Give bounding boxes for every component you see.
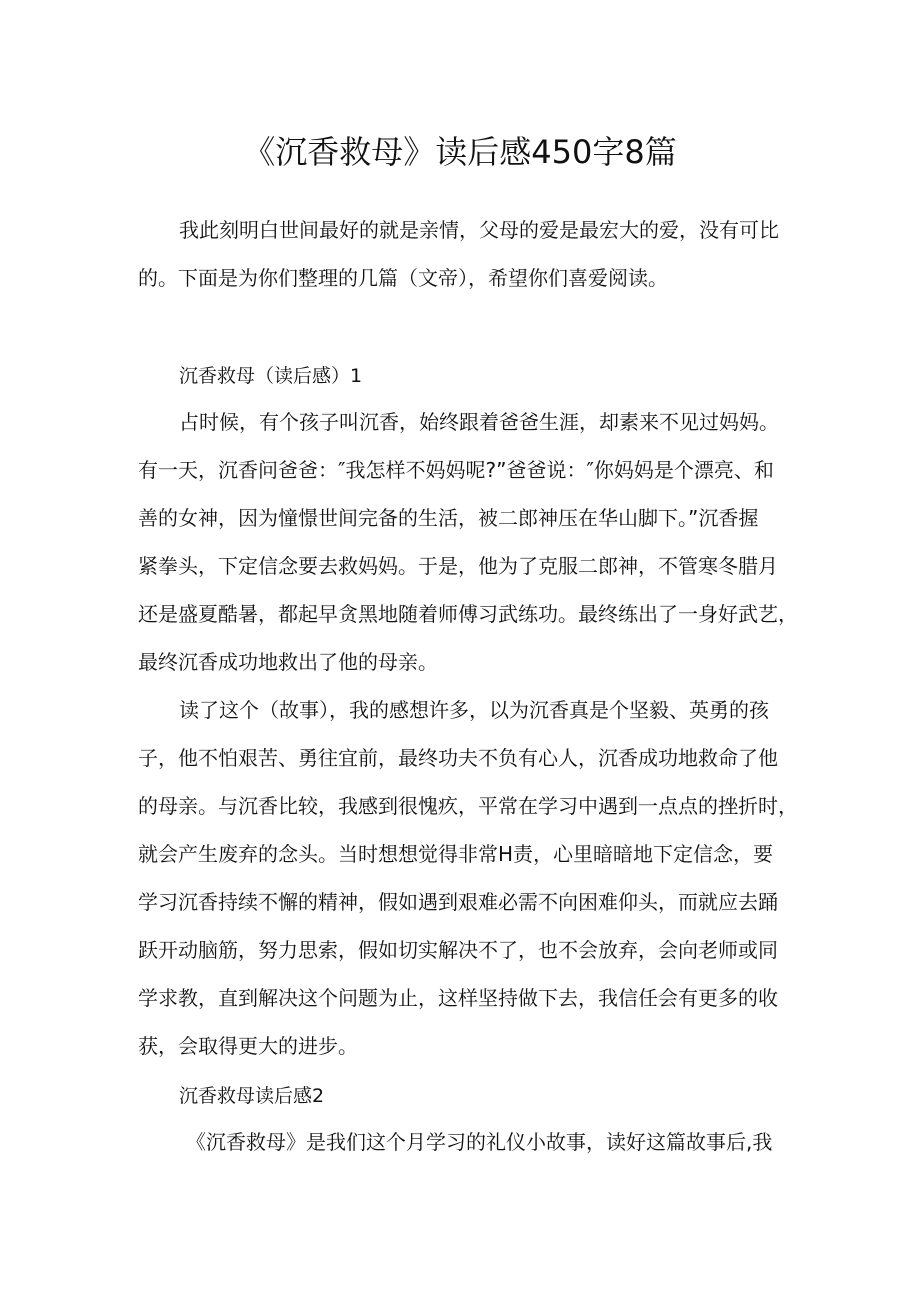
paragraph-line: 就会产生废弃的念头。当时想想觉得非常H责，心里暗暗地下定信念，要	[138, 842, 774, 866]
paragraph-line: 善的女神，因为憧憬世间完备的生活，被二郎神压在华山脚下。”沉香握	[138, 506, 759, 530]
section-1-paragraph-2	[138, 686, 798, 1070]
paragraph-line: 《沉香救母》是我们这个月学习的礼仪小故事，读好这篇故事后,我	[186, 1130, 773, 1154]
paragraph-line: 占时候，有个孩子叫沉香，始终跟着爸爸生涯，却素来不见过妈妈。	[179, 410, 779, 434]
paragraph-line: 学习沉香持续不懈的精神，假如遇到艰难必需不向困难仰头，而就应去踊	[138, 890, 778, 914]
paragraph-line: 获，会取得更大的进步。	[138, 1034, 358, 1058]
paragraph-line: 子，他不怕艰苦、勇往宜前，最终功夫不负有心人，沉香成功地救命了他	[138, 746, 778, 770]
paragraph-line: 有一天，沉香问爸爸：″我怎样不妈妈呢?”爸爸说：″你妈妈是个漂亮、和	[138, 458, 774, 482]
section-1-heading: 沉香救母（读后感）1	[179, 365, 363, 387]
paragraph-line: 还是盛夏酷暑，都起早贪黑地随着师傅习武练功。最终练出了一身好武艺，	[138, 602, 798, 626]
intro-line: 的。下面是为你们整理的几篇（文帝），希望你们喜爱阅读。	[138, 266, 668, 290]
paragraph-line: 跃开动脑筋，努力思索，假如切实解决不了，也不会放弃，会向老师或同	[138, 938, 778, 962]
intro-paragraph	[138, 206, 798, 302]
section-2-paragraph-1	[138, 1118, 798, 1166]
paragraph-line: 学求教，直到解决这个问题为止，这样坚持做下去，我信任会有更多的收	[138, 986, 778, 1010]
document-title: 《沉香救母》读后感450字8篇	[243, 133, 677, 171]
paragraph-line: 紧拳头，下定信念要去救妈妈。于是，他为了克服二郎神，不管寒冬腊月	[138, 554, 778, 578]
paragraph-line: 的母亲。与沉香比较，我感到很愧疚，平常在学习中遇到一点点的挫折时，	[138, 794, 798, 818]
paragraph-line: 读了这个（故事），我的感想许多，以为沉香真是个坚毅、英勇的孩	[179, 698, 769, 722]
section-2-heading: 沉香救母读后感2	[179, 1085, 325, 1107]
paragraph-line: 最终沉香成功地救出了他的母亲。	[138, 650, 438, 674]
section-1-paragraph-1	[138, 398, 798, 686]
intro-line: 我此刻明白世间最好的就是亲情，父母的爱是最宏大的爱，没有可比	[179, 218, 779, 242]
